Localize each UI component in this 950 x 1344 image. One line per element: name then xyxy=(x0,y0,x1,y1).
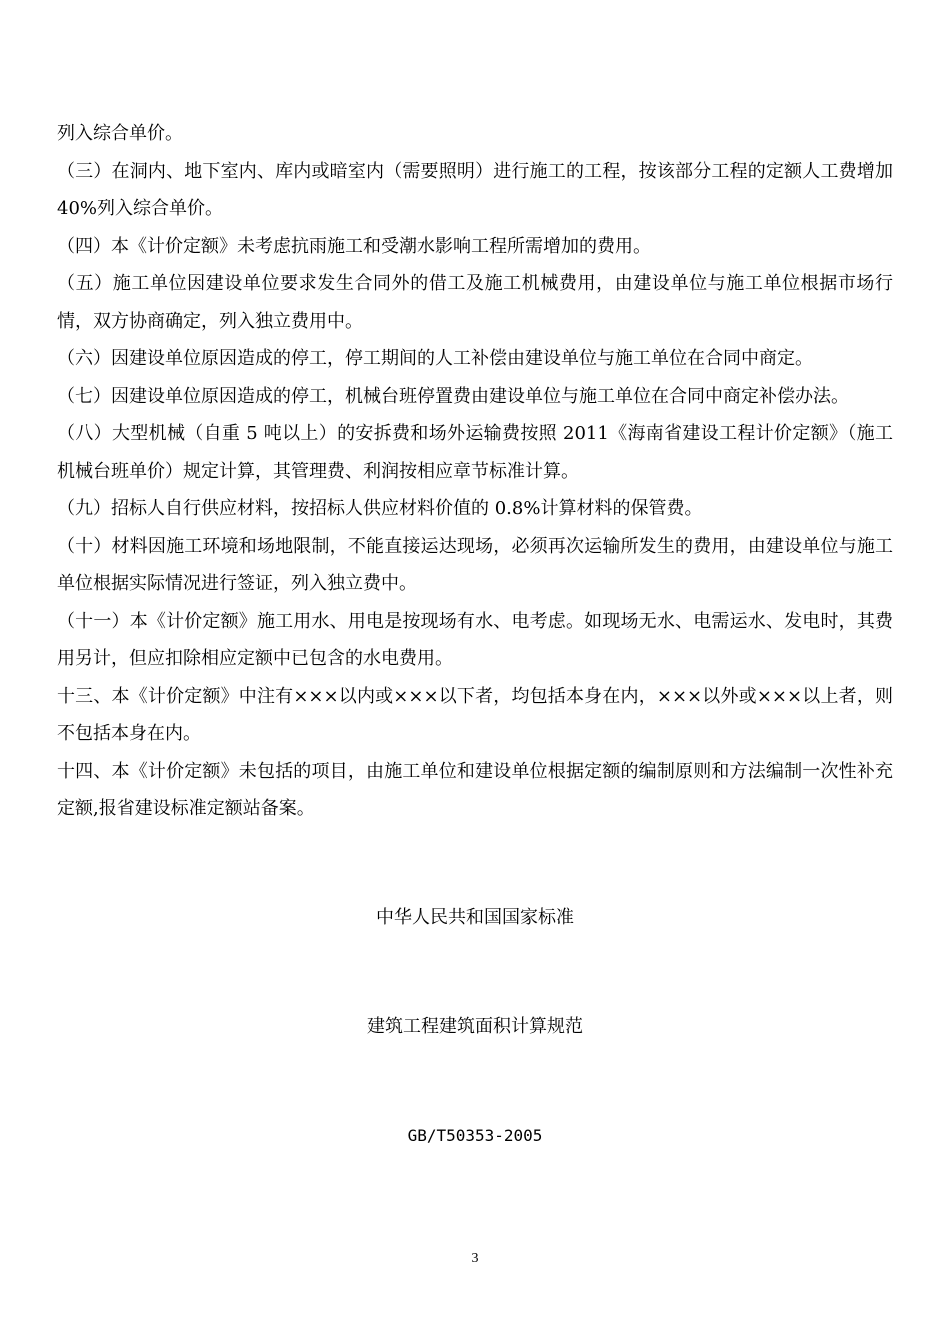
paragraph-item-5: （五）施工单位因建设单位要求发生合同外的借工及施工机械费用，由建设单位与施工单位根据市场行情，双方协商确定，列入独立费用中。 xyxy=(57,273,893,332)
body-text xyxy=(57,115,893,828)
standard-title: 建筑工程建筑面积计算规范 xyxy=(367,1016,583,1037)
paragraph-item-7: （七）因建设单位原因造成的停工，机械台班停置费由建设单位与施工单位在合同中商定补偿办法。 xyxy=(57,385,849,407)
paragraph-item-9: （九）招标人自行供应材料，按招标人供应材料价值的 0.8%计算材料的保管费。 xyxy=(57,498,703,519)
paragraph-item-8: （八）大型机械（自重 5 吨以上）的安拆费和场外运输费按照 2011《海南省建设工程计价定额》（施工机械台班单价）规定计算，其管理费、利润按相应章节标准计算。 xyxy=(57,423,893,482)
paragraph-item-6: （六）因建设单位原因造成的停工，停工期间的人工补偿由建设单位与施工单位在合同中商定。 xyxy=(57,348,813,369)
paragraph-item-10: （十）材料因施工环境和场地限制，不能直接运达现场，必须再次运输所发生的费用，由建设单位与施工单位根据实际情况进行签证，列入独立费中。 xyxy=(57,535,893,594)
paragraph-continuation: 列入综合单价。 xyxy=(57,123,183,144)
standard-code: GB/T50353-2005 xyxy=(407,1126,543,1145)
paragraph-section-13: 十三、本《计价定额》中注有×××以内或×××以下者，均包括本身在内，×××以外或×××以上者，则不包括本身在内。 xyxy=(57,685,893,744)
paragraph-item-3: （三）在洞内、地下室内、库内或暗室内（需要照明）进行施工的工程，按该部分工程的定额人工费增加 40%列入综合单价。 xyxy=(57,160,893,219)
paragraph-section-14: 十四、本《计价定额》未包括的项目，由施工单位和建设单位根据定额的编制原则和方法编制一次性补充定额,报省建设标准定额站备案。 xyxy=(57,760,893,819)
page-number: 3 xyxy=(471,1251,479,1266)
paragraph-item-4: （四）本《计价定额》未考虑抗雨施工和受潮水影响工程所需增加的费用。 xyxy=(57,235,651,257)
standard-issuer: 中华人民共和国国家标准 xyxy=(376,907,574,928)
paragraph-item-11: （十一）本《计价定额》施工用水、用电是按现场有水、电考虑。如现场无水、电需运水、发电时，其费用另计，但应扣除相应定额中已包含的水电费用。 xyxy=(57,610,893,669)
